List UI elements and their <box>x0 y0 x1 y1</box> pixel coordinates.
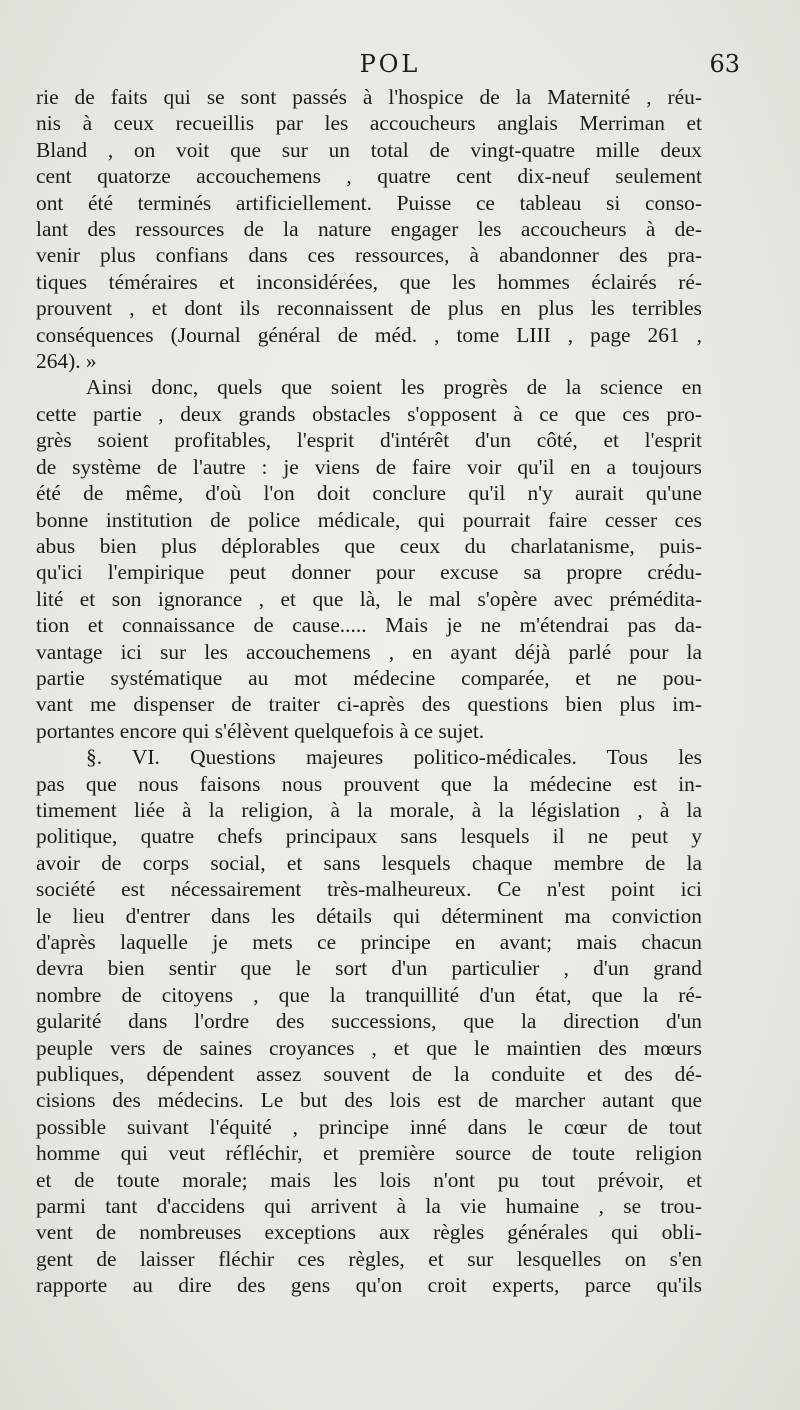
body-text <box>36 84 702 1299</box>
text-line: rie de faits qui se sont passés à l'hospice de la Maternité , réu- <box>36 85 702 109</box>
running-head: POL <box>359 50 421 78</box>
text-line: lité et son ignorance , et que là, le mal s'opère avec prémédita- <box>36 586 702 611</box>
text-line: pas que nous faisons nous prouvent que la médecine est in- <box>36 771 702 796</box>
text-line: nombre de citoyens , que la tranquillité d'un état, que la ré- <box>36 982 702 1007</box>
text-line: timement liée à la religion, à la morale, à la législation , à la <box>36 797 702 822</box>
text-line: cette partie , deux grands obstacles s'opposent à ce que ces pro- <box>36 401 702 426</box>
text-line: société est nécessairement très-malheureux. Ce n'est point ici <box>36 877 702 902</box>
text-line: peuple vers de saines croyances , et que le maintien des mœurs <box>36 1035 702 1060</box>
text-line: venir plus confians dans ces ressources, à abandonner des pra- <box>36 243 702 268</box>
text-line: gularité dans l'ordre des successions, que la direction d'un <box>36 1009 702 1034</box>
text-line: tion et connaissance de cause..... Mais je ne m'étendrai pas da- <box>36 613 702 638</box>
text-line: conséquences (Journal général de méd. , tome LIII , page 261 , <box>36 322 702 347</box>
text-line: qu'ici l'empirique peut donner pour excuse sa propre crédu- <box>36 560 702 585</box>
text-line: possible suivant l'équité , principe inné dans le cœur de tout <box>36 1114 702 1139</box>
page-header <box>40 46 740 86</box>
text-line: le lieu d'entrer dans les détails qui déterminent ma conviction <box>36 903 702 928</box>
text-line: politique, quatre chefs principaux sans lesquels il ne peut y <box>36 824 702 849</box>
text-line: prouvent , et dont ils reconnaissent de plus en plus les terribles <box>36 296 702 321</box>
paragraph-start-line: Ainsi donc, quels que soient les progrès de la science en <box>86 375 702 400</box>
text-line: rapporte au dire des gens qu'on croit experts, parce qu'ils <box>36 1273 702 1298</box>
text-line: bonne institution de police médicale, qui pourrait faire cesser ces <box>36 507 702 532</box>
text-line: abus bien plus déplorables que ceux du charlatanisme, puis- <box>36 533 702 558</box>
text-line: tiques téméraires et inconsidérées, que les hommes éclairés ré- <box>36 269 702 294</box>
text-line: partie systématique au mot médecine comparée, et ne pou- <box>36 665 702 690</box>
text-line: grès soient profitables, l'esprit d'intérêt d'un côté, et l'esprit <box>36 428 702 453</box>
section-heading-line: §. VI. Questions majeures politico-médicales. Tous les <box>86 745 702 770</box>
text-line: cent quatorze accouchemens , quatre cent dix-neuf seulement <box>36 164 702 189</box>
text-line: et de toute morale; mais les lois n'ont pu tout prévoir, et <box>36 1167 702 1192</box>
text-line: lant des ressources de la nature engager les accoucheurs à de- <box>36 217 702 242</box>
text-line: ont été terminés artificiellement. Puisse ce tableau si conso- <box>36 190 702 215</box>
text-line: vent de nombreuses exceptions aux règles générales qui obli- <box>36 1220 702 1245</box>
text-line: Bland , on voit que sur un total de vingt-quatre mille deux <box>36 137 702 162</box>
text-line: nis à ceux recueillis par les accoucheurs anglais Merriman et <box>36 111 702 136</box>
text-line: avoir de corps social, et sans lesquels chaque membre de la <box>36 850 702 875</box>
page-number: 63 <box>709 50 740 78</box>
text-line: vantage ici sur les accouchemens , en ayant déjà parlé pour la <box>36 639 702 664</box>
text-line: gent de laisser fléchir ces règles, et sur lesquelles on s'en <box>36 1246 702 1271</box>
text-line: homme qui veut réfléchir, et première source de toute religion <box>36 1141 702 1166</box>
text-line: devra bien sentir que le sort d'un particulier , d'un grand <box>36 956 702 981</box>
text-line: été de même, d'où l'on doit conclure qu'il n'y aurait qu'une <box>36 481 702 506</box>
text-line: portantes encore qui s'élèvent quelquefois à ce sujet. <box>36 718 485 743</box>
text-line: vant me dispenser de traiter ci-après des questions bien plus im- <box>36 692 702 717</box>
text-line: 264). » <box>36 349 97 374</box>
text-line: parmi tant d'accidens qui arrivent à la vie humaine , se trou- <box>36 1194 702 1219</box>
text-line: publiques, dépendent assez souvent de la conduite et des dé- <box>36 1062 702 1087</box>
text-line: cisions des médecins. Le but des lois est de marcher autant que <box>36 1088 702 1113</box>
text-line: d'après laquelle je mets ce principe en avant; mais chacun <box>36 930 702 954</box>
text-line: de système de l'autre : je viens de faire voir qu'il en a toujours <box>36 454 702 479</box>
